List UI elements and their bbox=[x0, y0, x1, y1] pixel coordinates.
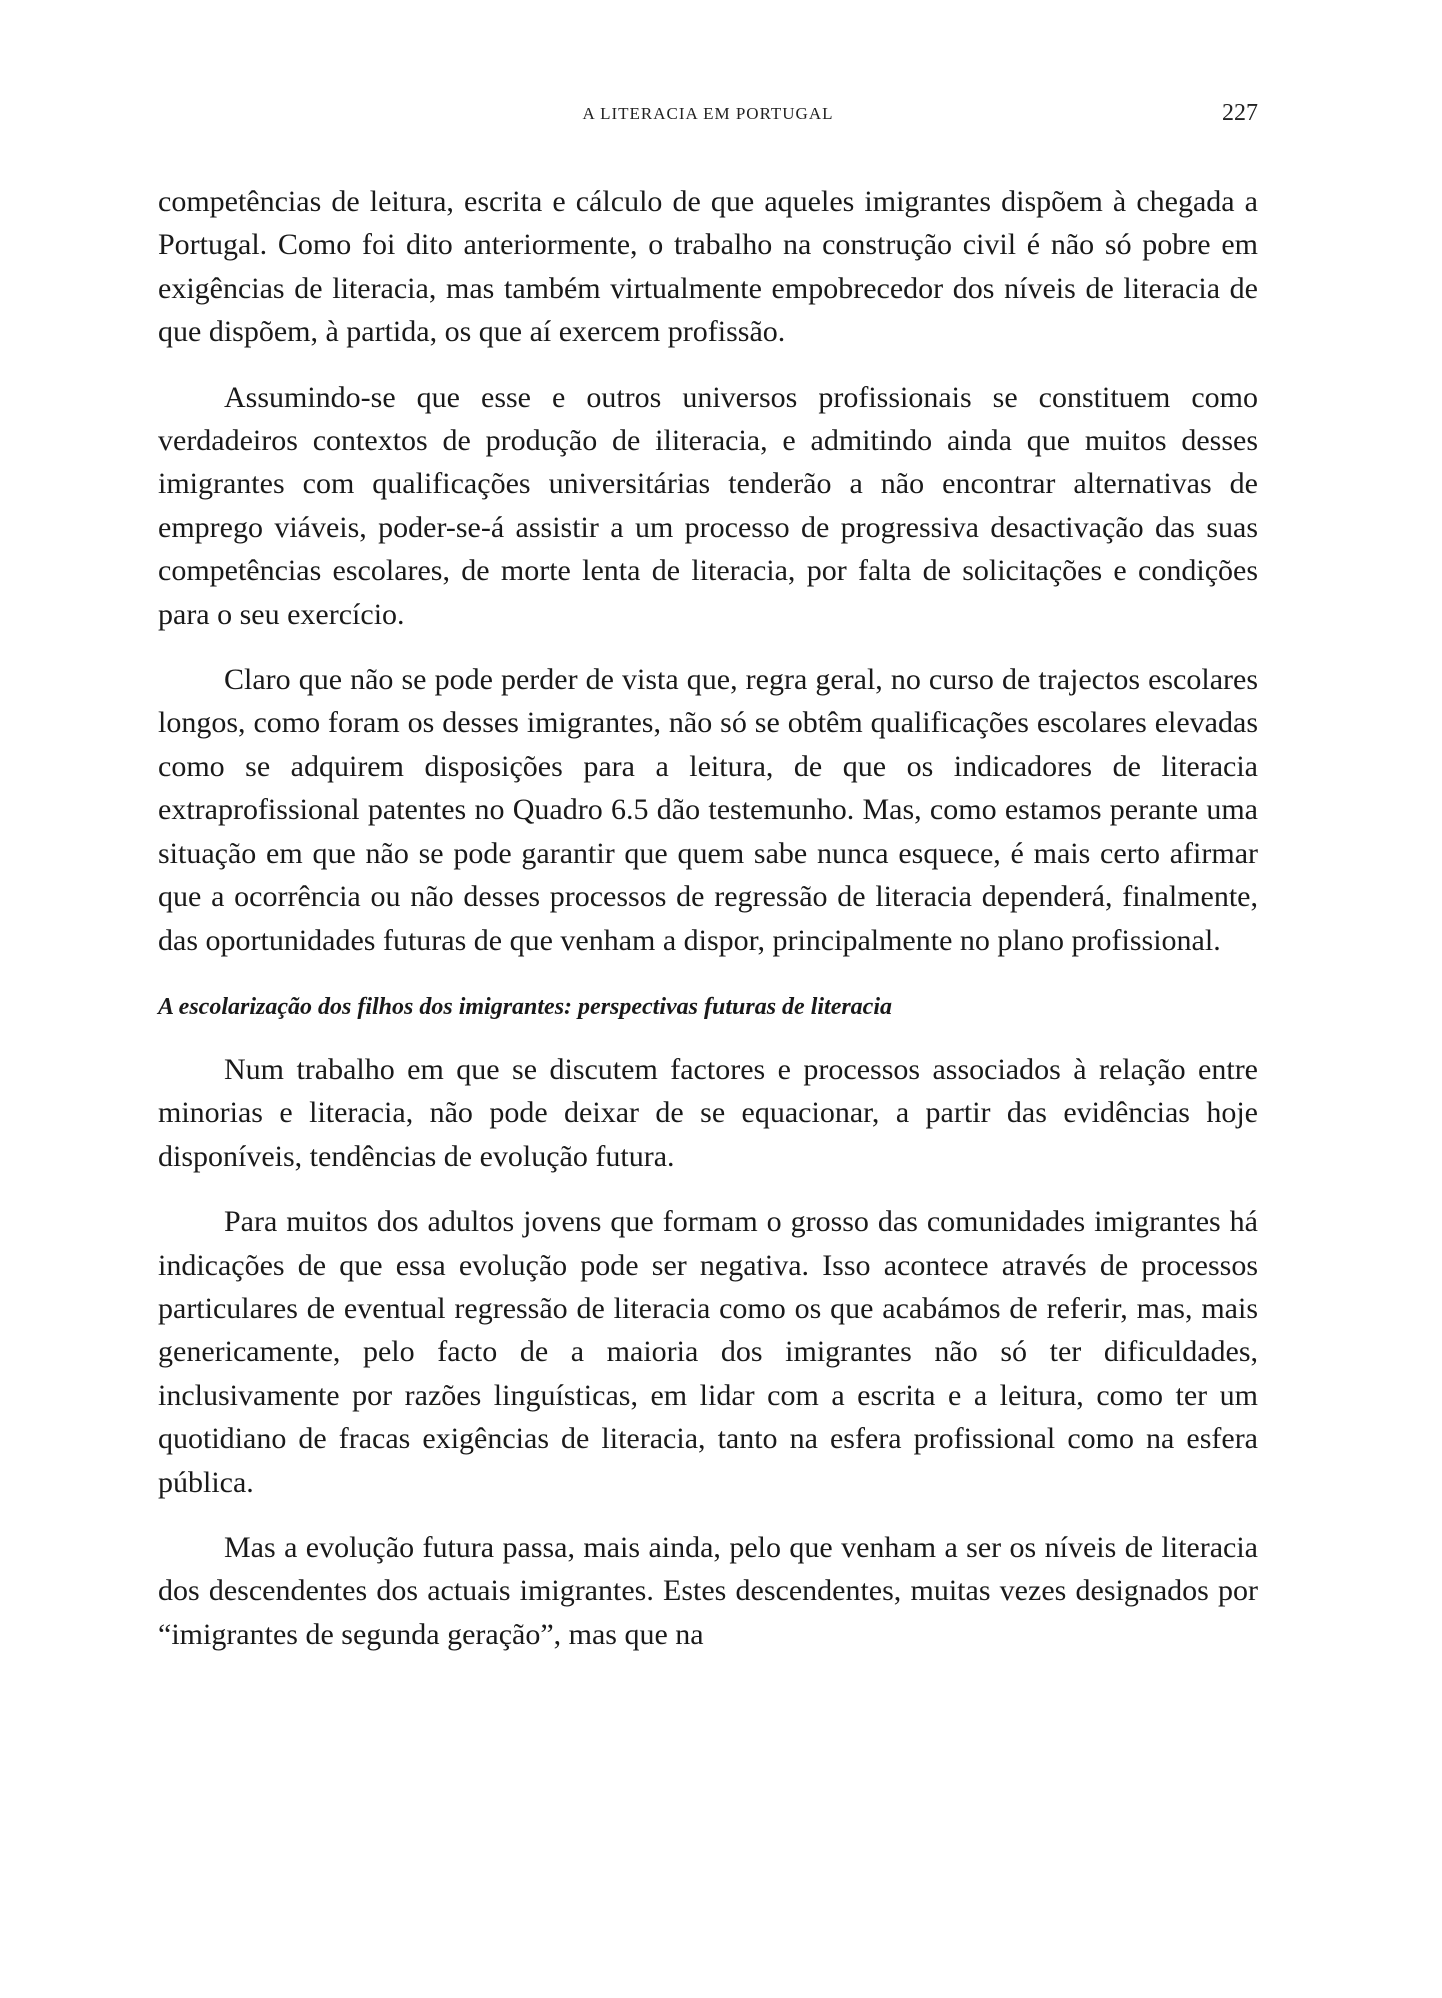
paragraph-6: Mas a evolução futura passa, mais ainda, pelo que venham a ser os níveis de literacia dos descendentes dos actuais imigrantes. Estes descendentes, muitas vezes designados por “imigrantes de segunda geração”, mas que na bbox=[158, 1530, 1258, 1651]
page-body bbox=[158, 180, 1258, 1678]
page-number: 227 bbox=[1222, 100, 1258, 126]
paragraph-5: Para muitos dos adultos jovens que formam o grosso das comunidades imigrantes há indicações de que essa evolução pode ser negativa. Isso acontece através de processos particulares de eventual regressão de literacia como os que acabámos de referir, mas, mais genericamente, pelo facto de a maioria dos imigrantes não só ter dificuldades, inclusivamente por razões linguísticas, em lidar com a escrita e a leitura, como ter um quotidiano de fracas exigências de literacia, tanto na esfera profissional como na esfera pública. bbox=[158, 1205, 1258, 1499]
page-header bbox=[158, 100, 1258, 140]
running-title: A LITERACIA EM PORTUGAL bbox=[582, 104, 834, 123]
section-subheading: A escolarização dos filhos dos imigrantes: perspectivas futuras de literacia bbox=[158, 993, 893, 1020]
paragraph-3: Claro que não se pode perder de vista que, regra geral, no curso de trajectos escolares longos, como foram os desses imigrantes, não só se obtêm qualificações escolares elevadas como se adquirem disposições para a leitura, de que os indicadores de literacia extraprofissional patentes no Quadro 6.5 dão testemunho. Mas, como estamos perante uma situação em que não se pode garantir que quem sabe nunca esquece, é mais certo afirmar que a ocorrência ou não desses processos de regressão de literacia dependerá, finalmente, das oportunidades futuras de que venham a dispor, principalmente no plano profissional. bbox=[158, 663, 1258, 957]
paragraph-1: competências de leitura, escrita e cálculo de que aqueles imigrantes dispõem à chegada a Portugal. Como foi dito anteriormente, o trabalho na construção civil é não só pobre em exigências de literacia, mas também virtualmente empobrecedor dos níveis de literacia de que dispõem, à partida, os que aí exercem profissão. bbox=[158, 185, 1258, 349]
paragraph-2: Assumindo-se que esse e outros universos profissionais se constituem como verdadeiros contextos de produção de iliteracia, e admitindo ainda que muitos desses imigrantes com qualificações universitárias tenderão a não encontrar alternativas de emprego viáveis, poder-se-á assistir a um processo de progressiva desactivação das suas competências escolares, de morte lenta de literacia, por falta de solicitações e condições para o seu exercício. bbox=[158, 380, 1258, 631]
paragraph-4: Num trabalho em que se discutem factores e processos associados à relação entre minorias e literacia, não pode deixar de se equacionar, a partir das evidências hoje disponíveis, tendências de evolução futura. bbox=[158, 1052, 1258, 1173]
